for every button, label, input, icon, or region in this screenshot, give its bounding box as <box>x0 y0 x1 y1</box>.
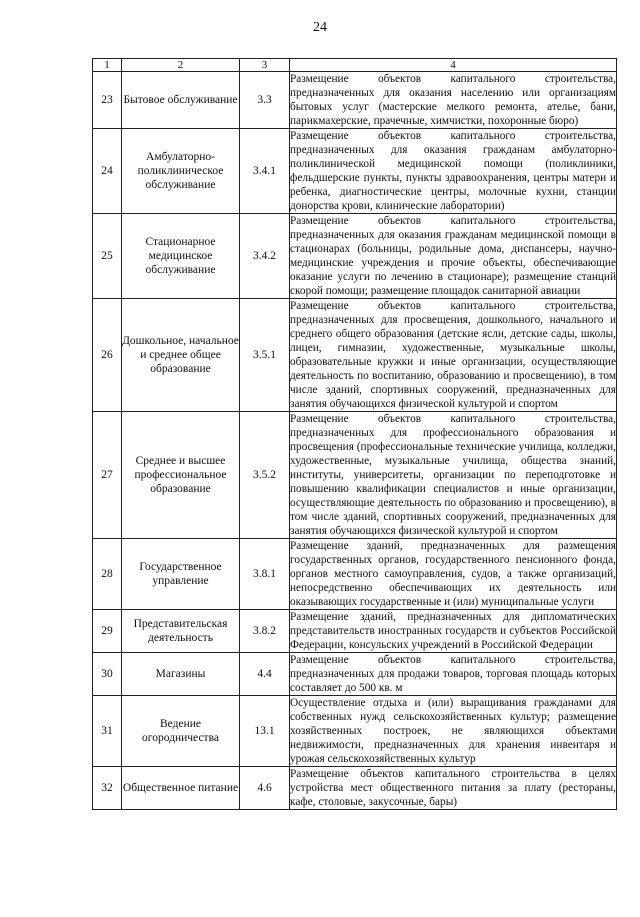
use-type-code: 3.3 <box>240 72 290 129</box>
table-row <box>93 72 617 129</box>
use-type-description: Размещение зданий, предназначенных для дипломатических представительств иностранных государств и субъектов Российской Федерации, консульских учреждений в Российской Федерации <box>290 611 616 651</box>
use-type-name: Магазины <box>122 653 240 696</box>
use-type-name: Дошкольное, начальное и среднее общее образование <box>122 299 240 412</box>
use-type-code: 3.4.1 <box>240 129 290 214</box>
column-header: 1 <box>93 59 122 72</box>
use-type-code: 3.5.2 <box>240 412 290 539</box>
use-type-code: 4.6 <box>240 767 290 810</box>
use-type-description: Размещение объектов капитального строительства, предназначенных для просвещения, дошкольного, начального и среднего общего образования (детские ясли, детские сады, школы, лицеи, гимназии, художественные, музыкальные школы, образовательные кружки и иные организации, осуществляющие деятельность по воспитанию, образованию и просвещению), в том числе зданий, спортивных сооружений, предназначенных для занятия обучающихся физической культурой и спортом <box>290 300 616 410</box>
use-type-code: 3.8.2 <box>240 610 290 653</box>
column-header: 3 <box>240 59 290 72</box>
row-number: 25 <box>93 214 122 299</box>
use-type-name: Бытовое обслуживание <box>122 72 240 129</box>
land-use-table <box>92 58 617 810</box>
use-type-code: 3.5.1 <box>240 299 290 412</box>
use-type-description: Размещение объектов капитального строительства, предназначенных для оказания гражданам амбулаторно-поликлинической медицинской помощи (поликлиники, фельдшерские пункты, пункты здравоохранения, центры матери и ребенка, диагностические центры, молочные кухни, станции донорства крови, клинические лаборатории) <box>290 130 616 212</box>
table-row <box>93 539 617 610</box>
use-type-code: 13.1 <box>240 696 290 767</box>
use-type-name: Ведение огородничества <box>122 696 240 767</box>
use-type-description: Размещение объектов капитального строительства, предназначенных для оказания гражданам медицинской помощи в стационарах (больницы, родильные дома, диспансеры, научно-медицинские учреждения и прочие объекты, обеспечивающие оказание услуги по лечению в стационаре); размещение станций скорой помощи; размещение площадок санитарной авиации <box>290 215 616 297</box>
row-number: 24 <box>93 129 122 214</box>
use-type-description: Размещение объектов капитального строительства в целях устройства мест общественного питания за плату (рестораны, кафе, столовые, закусочные, бары) <box>290 768 616 808</box>
column-header: 2 <box>122 59 240 72</box>
table-row <box>93 653 617 696</box>
table-row <box>93 129 617 214</box>
use-type-name: Государственное управление <box>122 539 240 610</box>
use-type-name: Амбулаторно-поликлиническое обслуживание <box>122 129 240 214</box>
table-row <box>93 214 617 299</box>
use-type-description: Размещение объектов капитального строительства, предназначенных для профессионального образования и просвещения (профессиональные технические училища, колледжи, художественные, музыкальные училища, общества знаний, институты, университеты, организации по переподготовке и повышению квалификации специалистов и иные организации, осуществляющие деятельность по образованию и просвещению), в том числе зданий, спортивных сооружений, предназначенных для занятия обучающихся физической культурой и спортом <box>290 413 616 537</box>
table-header-row <box>93 59 617 72</box>
column-header: 4 <box>290 59 617 72</box>
table-row <box>93 696 617 767</box>
row-number: 27 <box>93 412 122 539</box>
use-type-code: 3.8.1 <box>240 539 290 610</box>
table-row <box>93 767 617 810</box>
use-type-description: Размещение зданий, предназначенных для размещения государственных органов, государственного пенсионного фонда, органов местного самоуправления, судов, а также организаций, непосредственно обеспечивающих их деятельность или оказывающих государственные и (или) муниципальные услуги <box>290 540 616 608</box>
table-row <box>93 610 617 653</box>
row-number: 26 <box>93 299 122 412</box>
use-type-name: Стационарное медицинское обслуживание <box>122 214 240 299</box>
row-number: 30 <box>93 653 122 696</box>
use-type-name: Среднее и высшее профессиональное образование <box>122 412 240 539</box>
row-number: 29 <box>93 610 122 653</box>
table-row <box>93 299 617 412</box>
use-type-description: Размещение объектов капитального строительства, предназначенных для продажи товаров, торговая площадь которых составляет до 500 кв. м <box>290 654 616 694</box>
row-number: 28 <box>93 539 122 610</box>
use-type-code: 4.4 <box>240 653 290 696</box>
use-type-code: 3.4.2 <box>240 214 290 299</box>
table-row <box>93 412 617 539</box>
use-type-name: Представительская деятельность <box>122 610 240 653</box>
page-number: 24 <box>313 20 327 35</box>
use-type-description: Размещение объектов капитального строительства, предназначенных для оказания населению или организациям бытовых услуг (мастерские мелкого ремонта, ателье, бани, парикмахерские, прачечные, химчистки, похоронные бюро) <box>290 73 616 127</box>
row-number: 23 <box>93 72 122 129</box>
use-type-name: Общественное питание <box>122 767 240 810</box>
row-number: 31 <box>93 696 122 767</box>
use-type-description: Осуществление отдыха и (или) выращивания гражданами для собственных нужд сельскохозяйственных культур; размещение хозяйственных построек, не являющихся объектами недвижимости, предназначенных для хранения инвентаря и урожая сельскохозяйственных культур <box>290 697 616 765</box>
row-number: 32 <box>93 767 122 810</box>
